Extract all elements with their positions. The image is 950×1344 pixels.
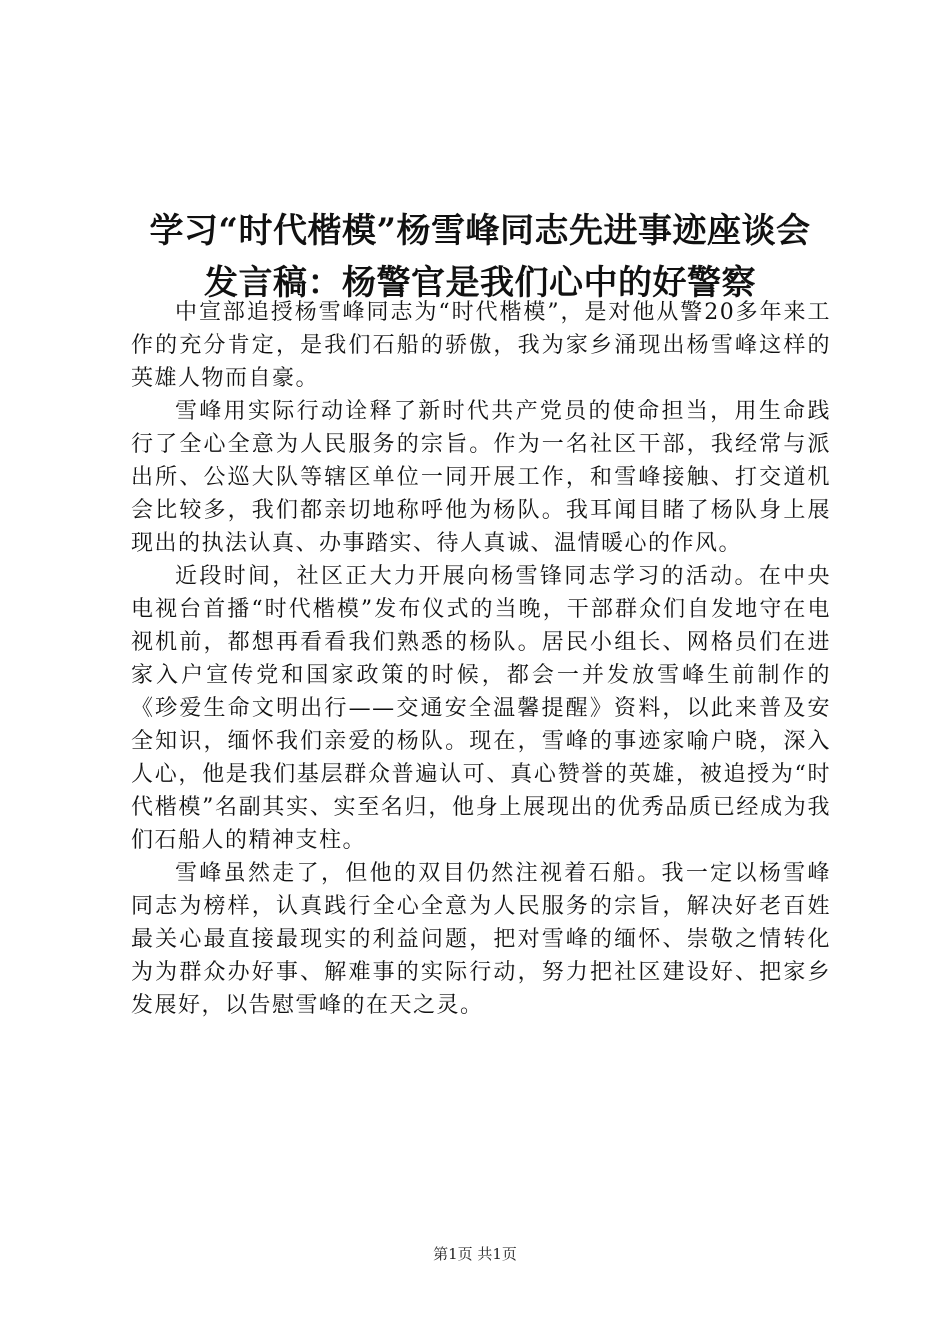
- title-line-1: 学习“时代楷模”杨雪峰同志先进事迹座谈会: [149, 210, 811, 251]
- paragraph-3: 近段时间，社区正大力开展向杨雪锋同志学习的活动。在中央电视台首播“时代楷模”发布仪式的当晚，干部群众们自发地守在电视机前，都想再看看我们熟悉的杨队。居民小组长、网格员们在进家入户宣传党和国家政策的时候，都会一并发放雪峰生前制作的《珍爱生命文明出行——交通安全温馨提醒》资料，以此来普及安全知识，缅怀我们亲爱的杨队。现在，雪峰的事迹家喻户晓，深入人心，他是我们基层群众普遍认可、真心赞誉的英雄，被追授为“时代楷模”名副其实、实至名归，他身上展现出的优秀品质已经成为我们石船人的精神支柱。: [131, 564, 831, 853]
- paragraph-4: 雪峰虽然走了，但他的双目仍然注视着石船。我一定以杨雪峰同志为榜样，认真践行全心全意为人民服务的宗旨，解决好老百姓最关心最直接最现实的利益问题，把对雪峰的缅怀、崇敬之情转化为为群众办好事、解难事的实际行动，努力把社区建设好、把家乡发展好，以告慰雪峰的在天之灵。: [131, 861, 831, 1018]
- document-body: [131, 296, 831, 1022]
- page-footer: 第1页 共1页: [433, 1245, 517, 1263]
- paragraph-1: 中宣部追授杨雪峰同志为“时代楷模”，是对他从警20多年来工作的充分肯定，是我们石船的骄傲，我为家乡涌现出杨雪峰这样的英雄人物而自豪。: [131, 300, 831, 391]
- document-title: [120, 205, 840, 309]
- title-line-2: 发言稿：杨警官是我们心中的好警察: [204, 262, 756, 303]
- paragraph-2: 雪峰用实际行动诠释了新时代共产党员的使命担当，用生命践行了全心全意为人民服务的宗旨。作为一名社区干部，我经常与派出所、公巡大队等辖区单位一同开展工作，和雪峰接触、打交道机会比较多，我们都亲切地称呼他为杨队。我耳闻目睹了杨队身上展现出的执法认真、办事踏实、待人真诚、温情暖心的作风。: [131, 399, 831, 556]
